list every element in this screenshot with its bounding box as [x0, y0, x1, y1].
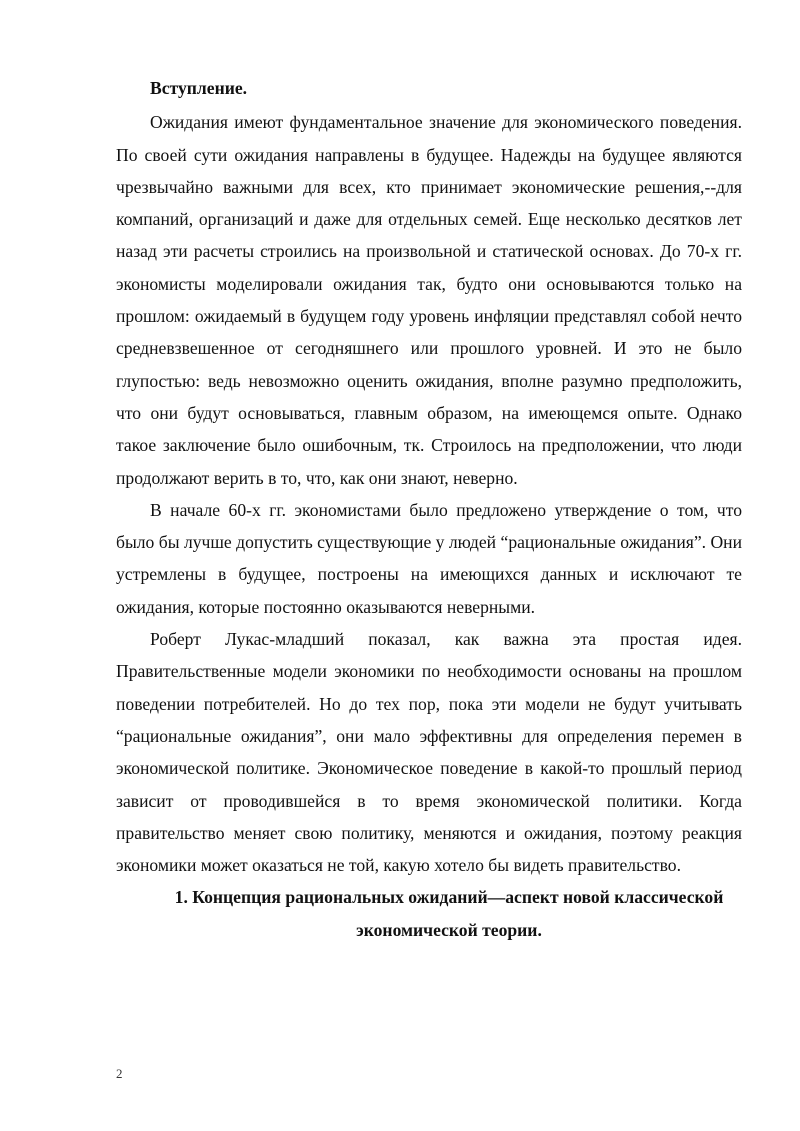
- paragraph-2: В начале 60-х гг. экономистами было предложено утверждение о том, что было бы лучше допустить существующие у людей “рациональные ожидания”. Они устремлены в будущее, построены на имеющихся данных и исключают те ожидания, которые постоянно оказываются неверными.: [116, 499, 742, 617]
- paragraph-3: Роберт Лукас-младший показал, как важна эта простая идея. Правительственные модели экономики по необходимости основаны на прошлом поведении потребителей. Но до тех пор, пока эти модели не будут учитывать “рациональные ожидания”, они мало эффективны для определения перемен в экономической политике. Экономическое поведение в какой-то прошлый период зависит от проводившейся в то время экономической политики. Когда правительство меняет свою политику, меняются и ожидания, поэтому реакция экономики может оказаться не той, какую хотело бы видеть правительство.: [116, 629, 742, 876]
- paragraph-1: Ожидания имеют фундаментальное значение для экономического поведения. По своей сути ожидания направлены в будущее. Надежды на будущее являются чрезвычайно важными для всех, кто принимает экономические решения,--для компаний, организаций и даже для отдельных семей. Еще несколько десятков лет назад эти расчеты строились на произвольной и статической основах. До 70-х гг. экономисты моделировали ожидания так, будто они основываются только на прошлом: ожидаемый в будущем году уровень инфляции представлял собой нечто средневзвешенное от сегодняшнего или прошлого уровней. И это не было глупостью: ведь невозможно оценить ожидания, вполне разумно предположить, что они будут основываться, главным образом, на имеющемся опыте. Однако такое заключение было ошибочным, тк. Строилось на предположении, что люди продолжают верить в то, что, как они знают, неверно.: [116, 112, 742, 488]
- intro-heading: Вступление.: [150, 78, 248, 98]
- page-number: 2: [116, 1066, 123, 1081]
- document-body: [116, 72, 742, 946]
- section-title: 1. Концепция рациональных ожиданий—аспект новой классической экономической теории.: [174, 887, 724, 940]
